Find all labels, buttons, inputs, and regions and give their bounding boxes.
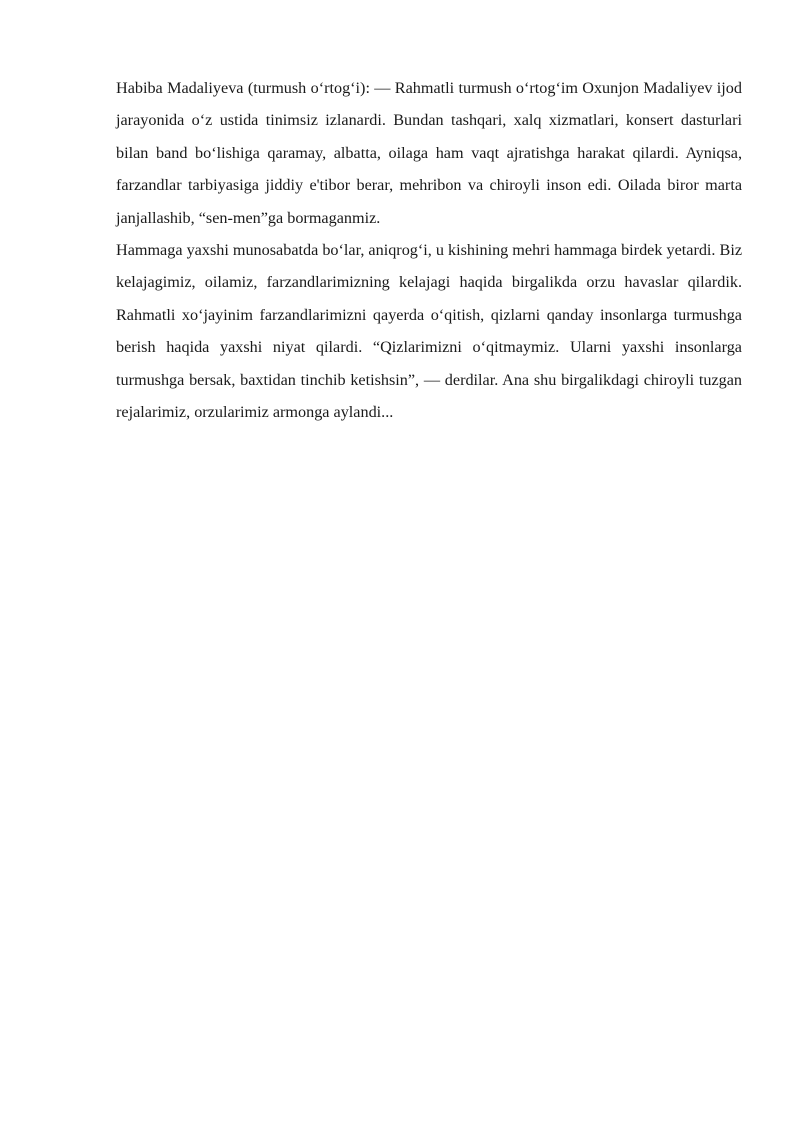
document-body xyxy=(116,72,742,428)
paragraph-interview-answer-1: Habiba Madaliyeva (turmush oʻrtogʻi): — Rahmatli turmush oʻrtogʻim Oxunjon Madaliyev ijod jarayonida oʻz ustida tinimsiz izlanardi. Bundan tashqari, xalq xizmatlari, konsert dasturlari bilan band boʻlishiga qaramay, albatta, oilaga ham vaqt ajratishga harakat qilardi. Ayniqsa, farzandlar tarbiyasiga jiddiy e'tibor berar, mehribon va chiroyli inson edi. Oilada biror marta janjallashib, “sen-men”ga bormaganmiz. xyxy=(116,79,742,227)
paragraph-interview-answer-2: Hammaga yaxshi munosabatda boʻlar, aniqrogʻi, u kishining mehri hammaga birdek yetardi. Biz kelajagimiz, oilamiz, farzandlarimizning kelajagi haqida birgalikda orzu havaslar qilardik. Rahmatli xoʻjayinim farzandlarimizni qayerda oʻqitish, qizlarni qanday insonlarga turmushga berish haqida yaxshi niyat qilardi. “Qizlarimizni oʻqitmaymiz. Ularni yaxshi insonlarga turmushga bersak, baxtidan tinchib ketishsin”, — derdilar. Ana shu birgalikdagi chiroyli tuzgan rejalarimiz, orzularimiz armonga aylandi... xyxy=(116,241,743,422)
